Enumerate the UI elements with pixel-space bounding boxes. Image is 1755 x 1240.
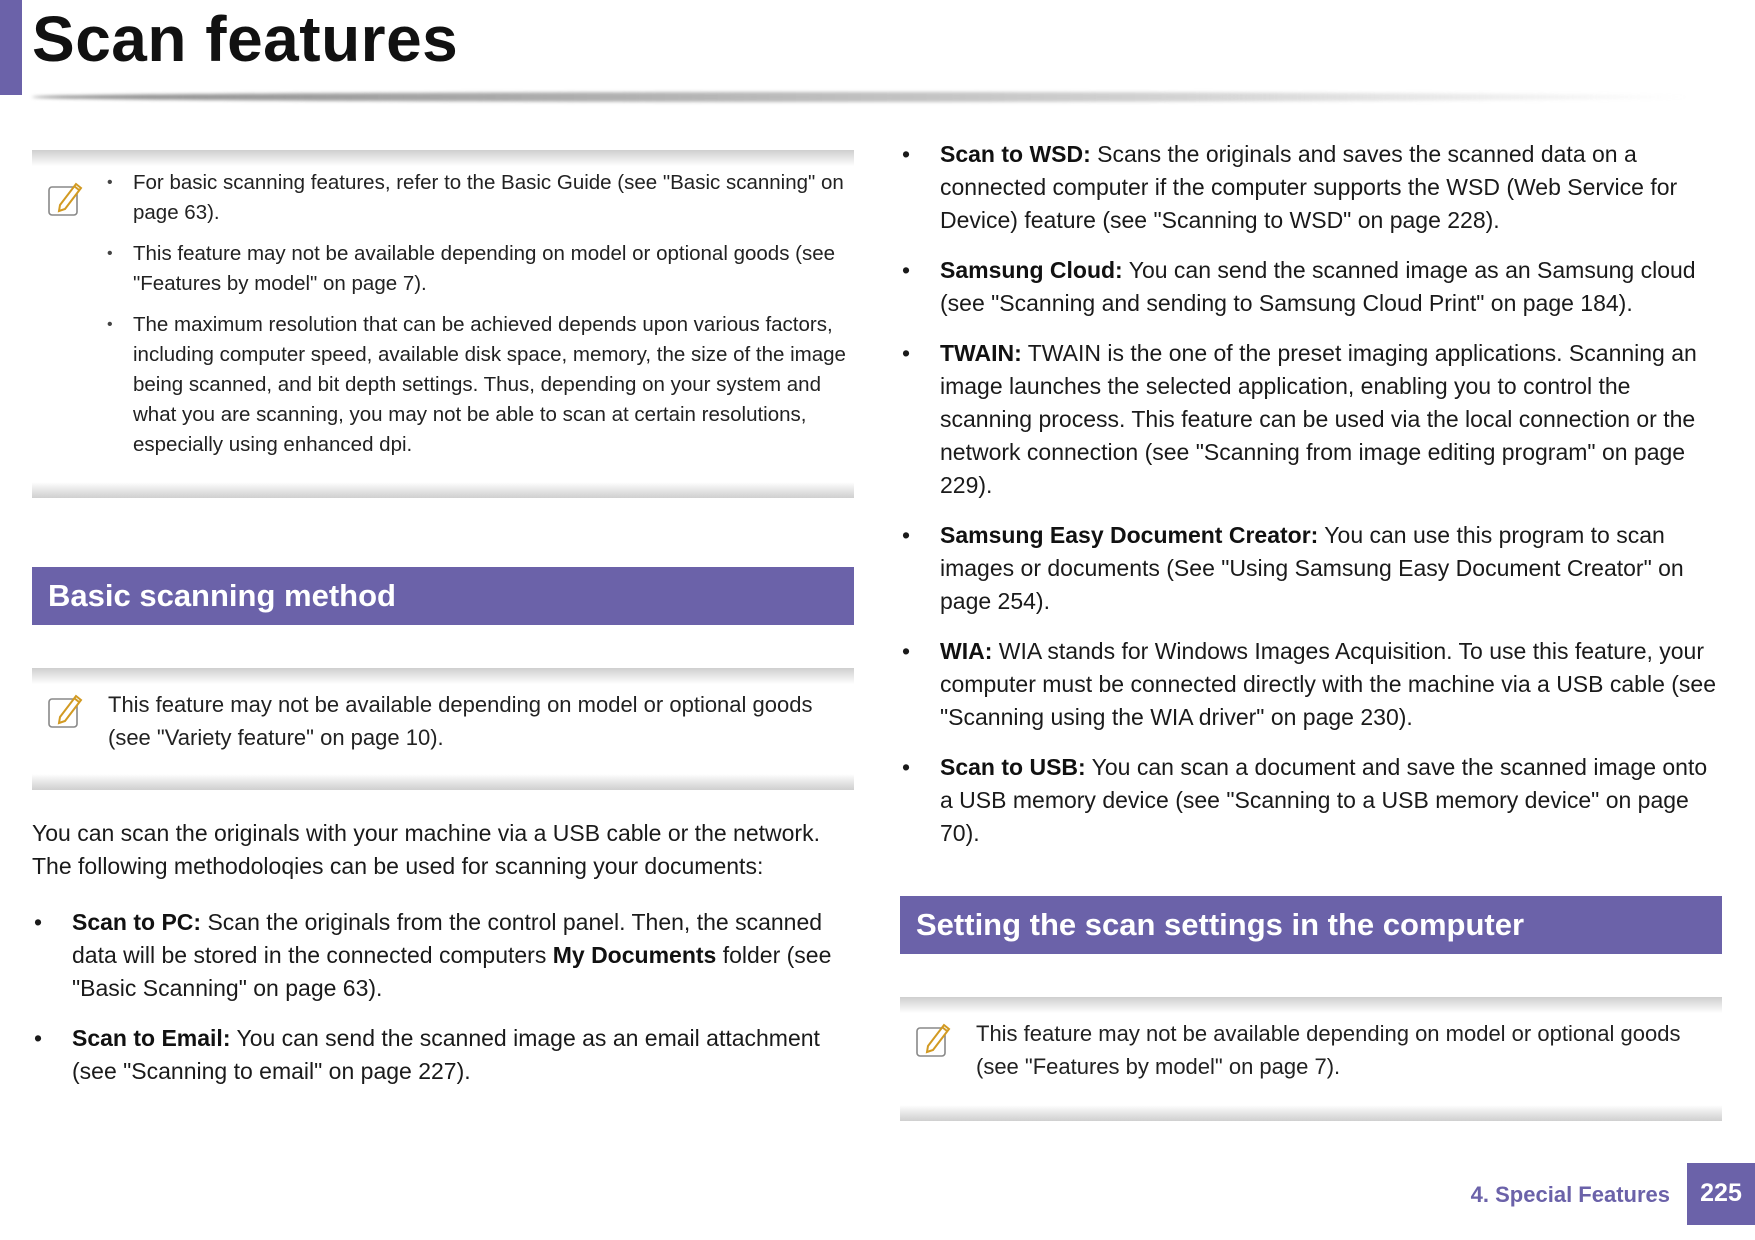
note-item: • The maximum resolution that can be achieved depends upon various factors, including computer speed, available disk space, memory, the size of the image being scanned, and bit depth settings. Thus, depending on your system and what you are scanning, you may not be able to scan at certain resolutions, especially using enhanced dpi.: [105, 310, 852, 460]
note-bottom-border: [32, 774, 854, 790]
intro-paragraph: You can scan the originals with your machine via a USB cable or the network. The following methodoloqies can be used for scanning your documents:: [32, 820, 820, 879]
list-item: [32, 1022, 854, 1088]
item-label: WIA:: [940, 638, 993, 664]
page-number-badge: 225: [1687, 1163, 1755, 1225]
note-box-scan-settings: [900, 997, 1722, 1121]
section-heading-scan-settings: Setting the scan settings in the computer: [900, 896, 1722, 954]
method-list-left: [32, 906, 854, 1105]
section-heading-basic-scanning: Basic scanning method: [32, 567, 854, 625]
list-item: [900, 138, 1722, 237]
note-top-border: [32, 668, 854, 684]
item-text: WIA stands for Windows Images Acquisition. To use this feature, your computer must be connected directly with the machine via a USB cable (see "Scanning using the WIA driver" on page 230).: [940, 638, 1716, 730]
note-text: This feature may not be available depending on model or optional goods (see "Features by model" on page 7).: [976, 1021, 1681, 1079]
method-list-right: [900, 138, 1722, 867]
item-inline-bold: My Documents: [552, 942, 717, 968]
item-text: Scan the originals from the control panel. Then, the scanned data will be stored in the connected computers: [72, 909, 823, 968]
note-box-general: [32, 150, 854, 498]
note-top-border: [900, 997, 1722, 1013]
note-bottom-border: [900, 1105, 1722, 1121]
item-label: Scan to PC:: [72, 909, 202, 935]
note-top-border: [32, 150, 854, 166]
item-label: Scan to Email:: [72, 1025, 231, 1051]
item-text: Scans the originals and saves the scanned data on a connected computer if the computer supports the WSD (Web Service for Device) feature (see "Scanning to WSD" on page 228).: [940, 141, 1678, 233]
note-body: [108, 688, 852, 754]
page-title: Scan features: [32, 3, 459, 75]
note-body: [976, 1017, 1720, 1083]
title-divider: [32, 92, 1692, 102]
item-label: Scan to WSD:: [940, 141, 1091, 167]
pencil-note-icon: [46, 690, 86, 730]
note-box-basic-scanning: [32, 668, 854, 790]
pencil-note-icon: [46, 178, 86, 218]
note-text: This feature may not be available depending on model or optional goods (see "Variety feature" on page 10).: [108, 692, 813, 750]
list-item: [900, 751, 1722, 850]
item-text: TWAIN is the one of the preset imaging applications. Scanning an image launches the selected application, enabling you to control the scanning process. This feature can be used via the local connection or the network connection (see "Scanning from image editing program" on page 229).: [940, 340, 1697, 498]
item-text: You can scan a document and save the scanned image onto a USB memory device (see "Scanning to a USB memory device" on page 70).: [940, 754, 1708, 846]
list-item: [900, 635, 1722, 734]
note-bottom-border: [32, 482, 854, 498]
note-body: [105, 168, 852, 471]
pencil-note-icon: [914, 1019, 954, 1059]
list-item: [900, 337, 1722, 502]
item-text: You can send the scanned image as an email attachment (see "Scanning to email" on page 227).: [72, 1025, 820, 1084]
item-label: TWAIN:: [940, 340, 1022, 366]
item-text: You can use this program to scan images or documents (See "Using Samsung Easy Document Creator" on page 254).: [940, 522, 1684, 614]
item-text: folder (see "Basic Scanning" on page 63).: [72, 942, 832, 1001]
item-label: Samsung Cloud:: [940, 257, 1123, 283]
list-item: [900, 519, 1722, 618]
note-list: [105, 168, 852, 460]
note-item: • This feature may not be available depending on model or optional goods (see "Features by model" on page 7).: [105, 239, 852, 299]
footer-chapter-label: 4. Special Features: [1470, 1182, 1670, 1207]
list-item: [900, 254, 1722, 320]
note-item: • For basic scanning features, refer to the Basic Guide (see "Basic scanning" on page 63).: [105, 168, 852, 228]
item-text: You can send the scanned image as an Samsung cloud (see "Scanning and sending to Samsung Cloud Print" on page 184).: [940, 257, 1696, 316]
item-label: Samsung Easy Document Creator:: [940, 522, 1319, 548]
item-label: Scan to USB:: [940, 754, 1086, 780]
list-item: [32, 906, 854, 1005]
title-accent-bar: [0, 0, 22, 95]
